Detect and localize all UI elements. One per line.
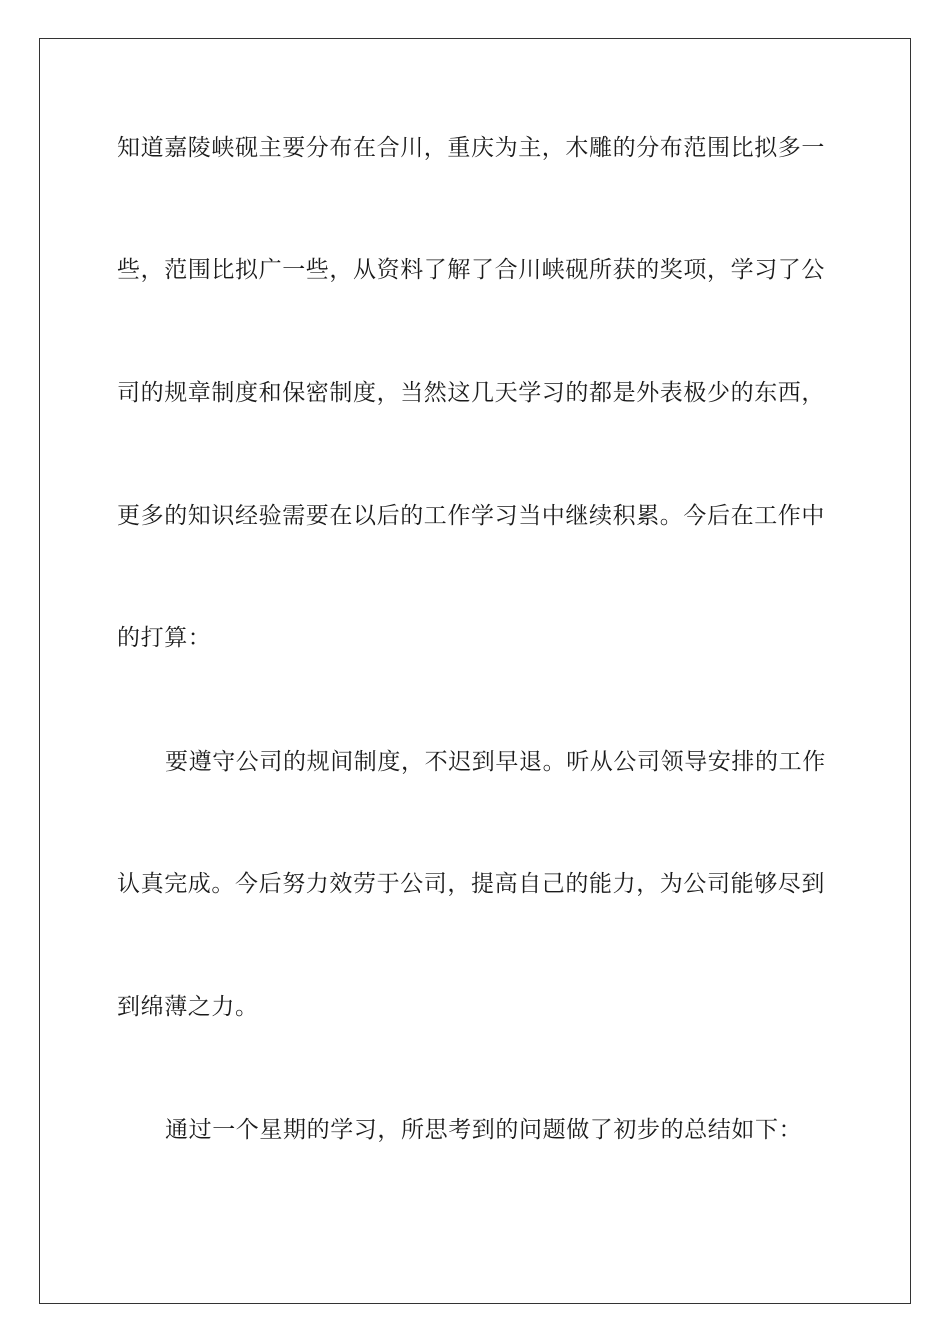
paragraph-1-line-2: 些，范围比拟广一些，从资料了解了合川峡砚所获的奖项，学习了公: [117, 257, 825, 283]
paragraph-1-line-1: 知道嘉陵峡砚主要分布在合川，重庆为主，木雕的分布范围比拟多一: [117, 135, 825, 161]
paragraph-1-line-4: 更多的知识经验需要在以后的工作学习当中继续积累。今后在工作中: [117, 503, 825, 529]
paragraph-2-line-2: 认真完成。今后努力效劳于公司，提高自己的能力，为公司能够尽到: [117, 871, 825, 897]
paragraph-1-line-5: 的打算：: [117, 625, 212, 651]
paragraph-1-line-3: 司的规章制度和保密制度，当然这几天学习的都是外表极少的东西，: [117, 380, 825, 406]
paragraph-2-line-3: 到绵薄之力。: [117, 994, 259, 1020]
paragraph-3-line-1: 通过一个星期的学习，所思考到的问题做了初步的总结如下：: [165, 1117, 803, 1143]
paragraph-2-line-1: 要遵守公司的规间制度，不迟到早退。听从公司领导安排的工作: [165, 749, 826, 775]
